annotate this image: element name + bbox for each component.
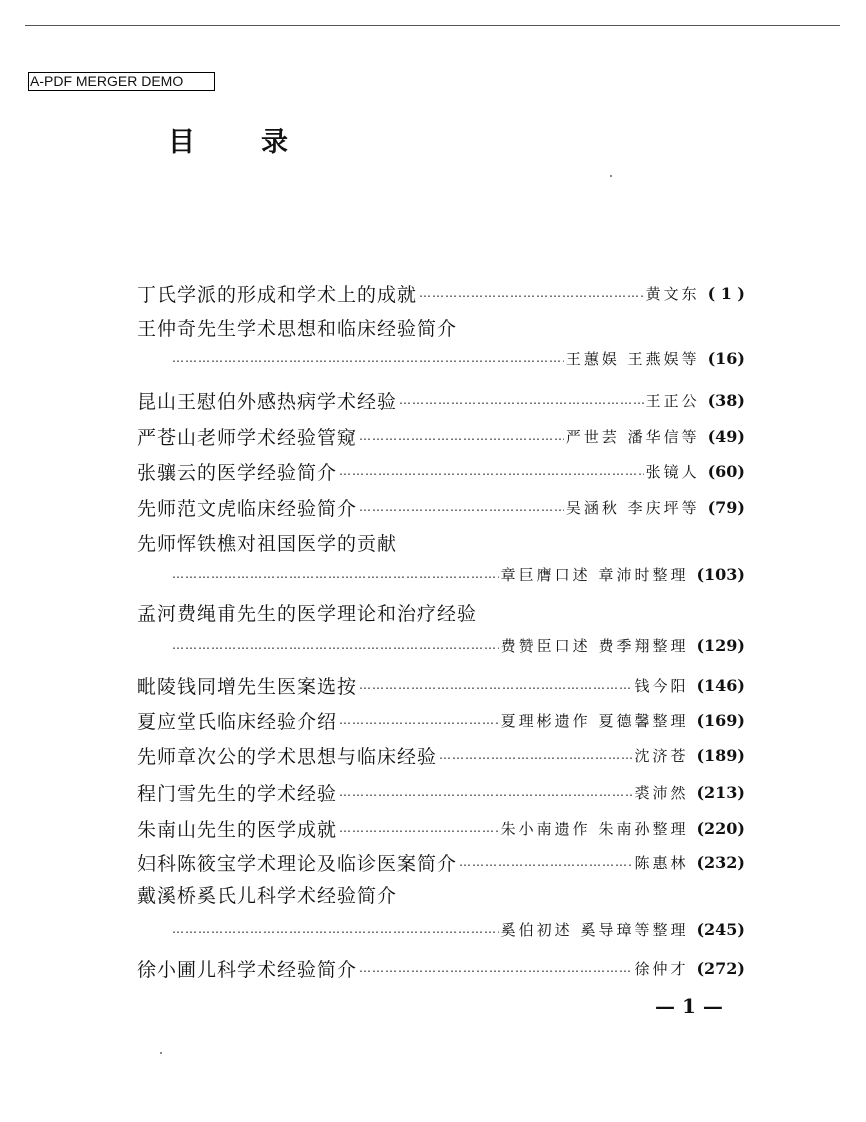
dot-leader: [359, 961, 632, 975]
toc-entry[interactable]: [137, 707, 745, 733]
entry-authors: 陈惠林: [634, 853, 689, 872]
entry-title: 张骧云的医学经验简介: [137, 461, 338, 484]
entry-page: (232): [696, 852, 745, 872]
dot-leader: [339, 713, 499, 727]
entry-page: (272): [696, 958, 745, 978]
toc-entry[interactable]: [137, 458, 745, 484]
entry-title: 朱南山先生的医学成就: [137, 818, 338, 841]
entry-authors: 严世芸 潘华信等: [565, 427, 700, 446]
toc-entry[interactable]: [137, 672, 745, 698]
entry-page: (79): [707, 497, 745, 517]
toc-entry[interactable]: [137, 599, 745, 625]
scan-speck: [160, 1052, 162, 1054]
entry-page: (16): [707, 348, 745, 368]
entry-authors: 夏理彬遗作 夏德馨整理: [500, 711, 689, 730]
toc-entry[interactable]: [137, 742, 745, 768]
dot-leader: [359, 678, 632, 692]
entry-page: (245): [696, 919, 745, 939]
entry-title: 戴溪桥奚氏儿科学术经验简介: [137, 884, 398, 907]
entry-title: 妇科陈筱宝学术理论及临诊医案简介: [137, 852, 458, 875]
toc-entry[interactable]: [137, 423, 745, 449]
entry-authors: 黄文东: [645, 284, 700, 303]
entry-authors: 吴涵秋 李庆坪等: [565, 498, 700, 517]
entry-page: (129): [696, 635, 745, 655]
entry-title: 徐小圃儿科学术经验简介: [137, 958, 358, 981]
dot-leader: [172, 922, 499, 936]
dot-leader: [339, 464, 644, 478]
scan-speck: [610, 175, 612, 177]
entry-authors: 徐仲才: [634, 959, 689, 978]
entry-title: 先师章次公的学术思想与临床经验: [137, 745, 438, 768]
dot-leader: [359, 500, 564, 514]
toc-entry-continuation[interactable]: [170, 345, 745, 371]
dot-leader: [419, 286, 644, 300]
toc-entry-continuation[interactable]: [170, 561, 745, 587]
entry-authors: 王蕙娱 王燕娱等: [565, 349, 700, 368]
toc-entry[interactable]: [137, 779, 745, 805]
toc-entry[interactable]: [137, 881, 745, 907]
toc-entry[interactable]: [137, 955, 745, 981]
entry-page: (49): [707, 426, 745, 446]
entry-title: 毗陵钱同增先生医案选按: [137, 675, 358, 698]
toc-entry-continuation[interactable]: [170, 632, 745, 658]
entry-title: 先师恽铁樵对祖国医学的贡献: [137, 532, 398, 555]
toc-entry[interactable]: [137, 314, 745, 340]
toc-entry[interactable]: [137, 849, 745, 875]
dot-leader: [439, 748, 632, 762]
entry-title: 昆山王慰伯外感热病学术经验: [137, 390, 398, 413]
entry-page: (38): [707, 390, 745, 410]
entry-page: (213): [696, 782, 745, 802]
entry-title: 王仲奇先生学术思想和临床经验简介: [137, 317, 458, 340]
dot-leader: [359, 429, 564, 443]
entry-page: (103): [696, 564, 745, 584]
top-rule: [25, 25, 840, 26]
entry-authors: 沈济苍: [634, 746, 689, 765]
toc-entry[interactable]: [137, 815, 745, 841]
entry-authors: 张镜人: [645, 462, 700, 481]
entry-page: ( 1 ): [707, 283, 745, 303]
dot-leader: [399, 393, 644, 407]
dot-leader: [172, 351, 564, 365]
entry-authors: 章巨膺口述 章沛时整理: [500, 565, 689, 584]
entry-title: 程门雪先生的学术经验: [137, 782, 338, 805]
dot-leader: [339, 821, 499, 835]
toc-entry-continuation[interactable]: [170, 916, 745, 942]
entry-title: 夏应堂氏临床经验介绍: [137, 710, 338, 733]
entry-page: (146): [696, 675, 745, 695]
dot-leader: [459, 855, 632, 869]
entry-page: (169): [696, 710, 745, 730]
entry-authors: 王正公: [645, 391, 700, 410]
toc-entry[interactable]: [137, 494, 745, 520]
page-number: — 1 —: [655, 994, 723, 1018]
entry-title: 严苍山老师学术经验管窥: [137, 426, 358, 449]
entry-title: 先师范文虎临床经验简介: [137, 497, 358, 520]
toc-entry[interactable]: [137, 280, 745, 306]
entry-authors: 裘沛然: [634, 783, 689, 802]
entry-page: (220): [696, 818, 745, 838]
entry-authors: 钱今阳: [634, 676, 689, 695]
entry-title: 孟河费绳甫先生的医学理论和治疗经验: [137, 602, 478, 625]
dot-leader: [172, 638, 499, 652]
entry-page: (189): [696, 745, 745, 765]
entry-authors: 奚伯初述 奚导璋等整理: [500, 920, 689, 939]
entry-authors: 朱小南遗作 朱南孙整理: [500, 819, 689, 838]
entry-page: (60): [707, 461, 745, 481]
watermark-label: A-PDF MERGER DEMO: [28, 72, 215, 91]
dot-leader: [339, 785, 632, 799]
entry-authors: 费赞臣口述 费季翔整理: [500, 636, 689, 655]
dot-leader: [172, 567, 499, 581]
entry-title: 丁氏学派的形成和学术上的成就: [137, 283, 418, 306]
toc-entry[interactable]: [137, 529, 745, 555]
page-title: 目录: [168, 127, 354, 158]
toc-entry[interactable]: [137, 387, 745, 413]
